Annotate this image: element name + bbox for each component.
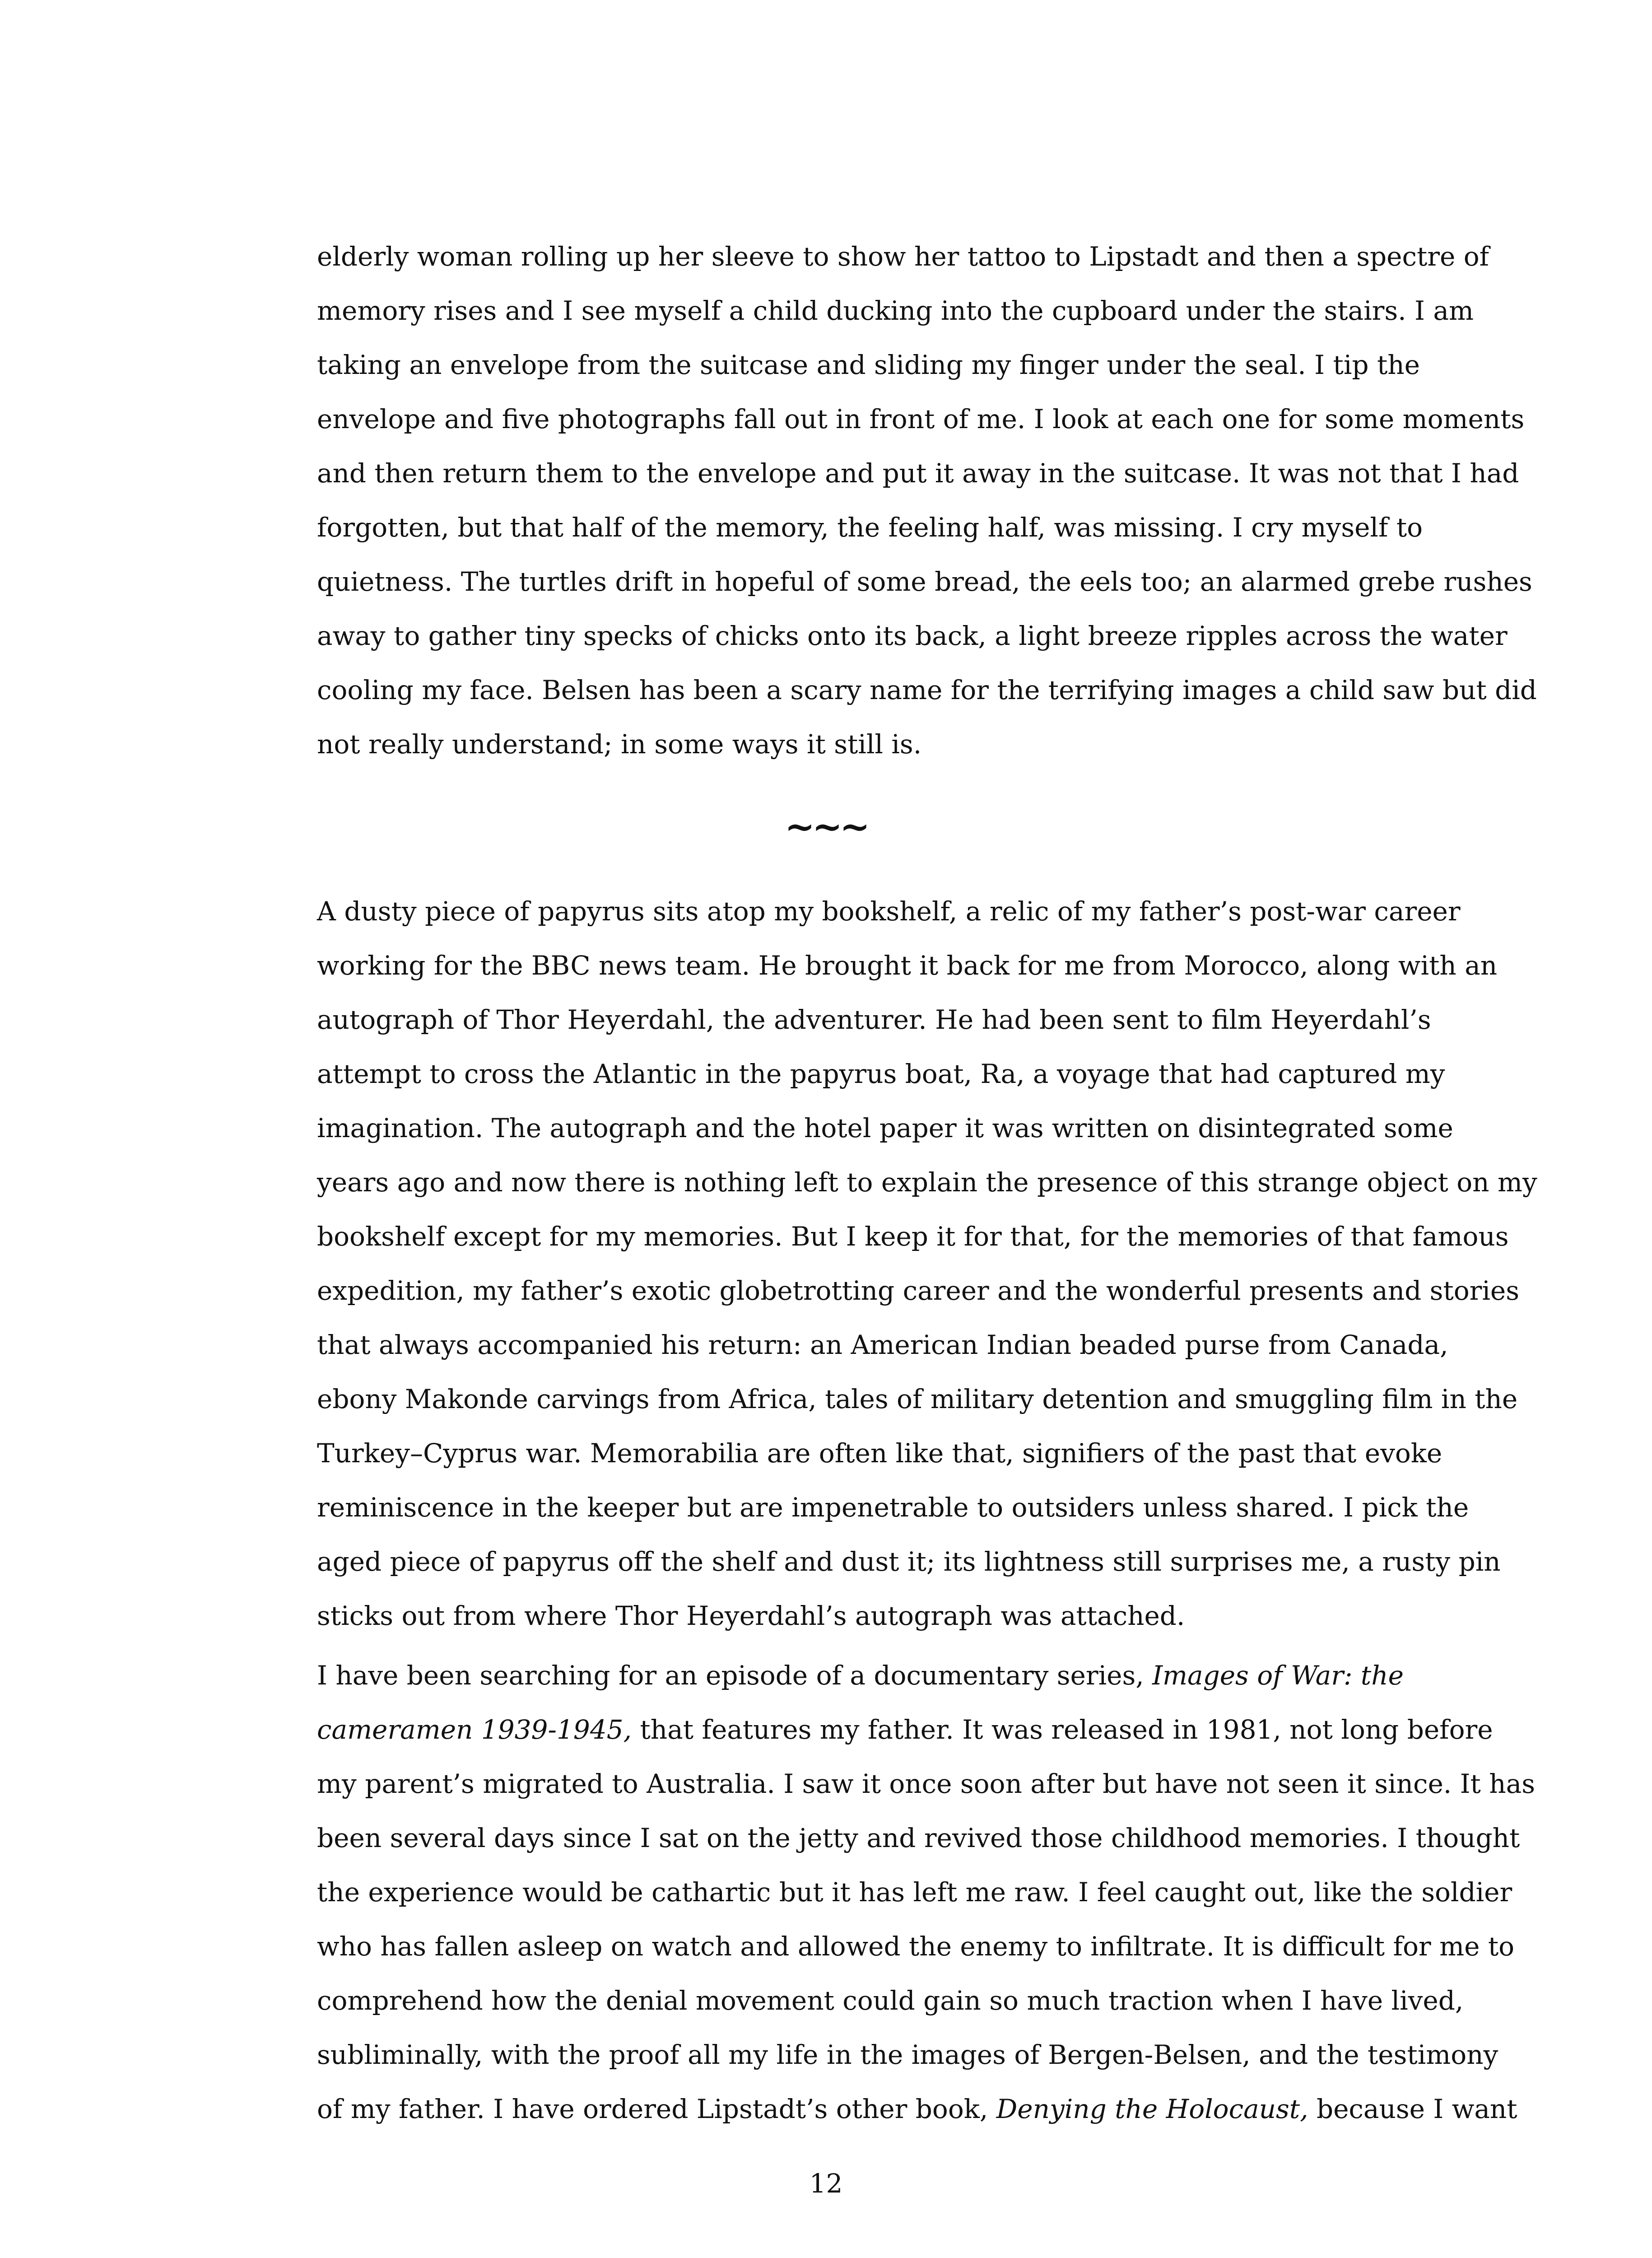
page-number: 12 — [809, 2168, 843, 2199]
paragraph-papyrus — [317, 884, 1537, 1643]
text-line: expedition, my father’s exotic globetrotting career and the wonderful presents and stories — [317, 1275, 1519, 1306]
documentary-title-italic: cameramen 1939-1945, — [317, 1714, 632, 1745]
text-line: attempt to cross the Atlantic in the papyrus boat, Ra, a voyage that had captured my — [317, 1059, 1445, 1089]
text-line: my parent’s migrated to Australia. I saw it once soon after but have not seen it since. It has — [317, 1768, 1535, 1799]
text-run: I have been searching for an episode of a documentary series, — [317, 1660, 1153, 1691]
text-line: the experience would be cathartic but it has left me raw. I feel caught out, like the soldier — [317, 1877, 1512, 1908]
text-line: and then return them to the envelope and put it away in the suitcase. It was not that I had — [317, 458, 1519, 489]
text-line: autograph of Thor Heyerdahl, the adventurer. He had been sent to film Heyerdahl’s — [317, 1004, 1431, 1035]
text-run: because I want — [1308, 2094, 1517, 2124]
text-run: that features my father. It was released in 1981, not long before — [632, 1714, 1493, 1745]
text-line: reminiscence in the keeper but are impenetrable to outsiders unless shared. I pick the — [317, 1492, 1469, 1523]
documentary-title-italic: Images of War: the — [1152, 1660, 1404, 1691]
text-line — [317, 2082, 1517, 2136]
text-line: aged piece of papyrus off the shelf and dust it; its lightness still surprises me, a rusty pin — [317, 1546, 1501, 1577]
text-line: sticks out from where Thor Heyerdahl’s autograph was attached. — [317, 1600, 1185, 1631]
text-line: years ago and now there is nothing left to explain the presence of this strange object on my — [317, 1167, 1537, 1198]
text-line: not really understand; in some ways it still is. — [317, 729, 922, 760]
text-line: Turkey–Cyprus war. Memorabilia are often like that, signifiers of the past that evoke — [317, 1438, 1443, 1469]
book-title-italic: Denying the Holocaust, — [996, 2094, 1308, 2124]
text-line: that always accompanied his return: an American Indian beaded purse from Canada, — [317, 1330, 1448, 1360]
text-line: taking an envelope from the suitcase and sliding my finger under the seal. I tip the — [317, 350, 1420, 380]
text-line: been several days since I sat on the jetty and revived those childhood memories. I thought — [317, 1823, 1520, 1853]
text-line — [317, 1648, 1509, 1703]
text-line: quietness. The turtles drift in hopeful of some bread, the eels too; an alarmed grebe rushes — [317, 566, 1532, 597]
text-line: working for the BBC news team. He brought it back for me from Morocco, along with an — [317, 950, 1498, 981]
text-line: forgotten, but that half of the memory, the feeling half, was missing. I cry myself to — [317, 512, 1423, 543]
text-line: away to gather tiny specks of chicks onto its back, a light breeze ripples across the water — [317, 620, 1508, 651]
text-line: subliminally, with the proof all my life in the images of Bergen-Belsen, and the testimony — [317, 2039, 1498, 2070]
text-line: ebony Makonde carvings from Africa, tales of military detention and smuggling film in the — [317, 1384, 1518, 1414]
text-line: memory rises and I see myself a child ducking into the cupboard under the stairs. I am — [317, 295, 1474, 326]
section-divider: ~~~ — [784, 805, 868, 848]
text-line: elderly woman rolling up her sleeve to show her tattoo to Lipstadt and then a spectre of — [317, 241, 1489, 272]
paragraph-documentary-search — [317, 1648, 1535, 2136]
paragraph-belsen-memory — [317, 229, 1537, 771]
text-line: A dusty piece of papyrus sits atop my bookshelf, a relic of my father’s post-war career — [317, 896, 1461, 927]
text-line: cooling my face. Belsen has been a scary name for the terrifying images a child saw but did — [317, 675, 1537, 705]
text-line: who has fallen asleep on watch and allowed the enemy to infiltrate. It is difficult for me to — [317, 1931, 1515, 1962]
text-line: bookshelf except for my memories. But I keep it for that, for the memories of that famous — [317, 1221, 1509, 1252]
text-line: imagination. The autograph and the hotel paper it was written on disintegrated some — [317, 1113, 1453, 1143]
text-line — [317, 1703, 1509, 1757]
text-line: comprehend how the denial movement could gain so much traction when I have lived, — [317, 1985, 1464, 2016]
text-run: of my father. I have ordered Lipstadt’s other book, — [317, 2094, 996, 2124]
text-line: envelope and five photographs fall out in front of me. I look at each one for some moments — [317, 404, 1525, 434]
